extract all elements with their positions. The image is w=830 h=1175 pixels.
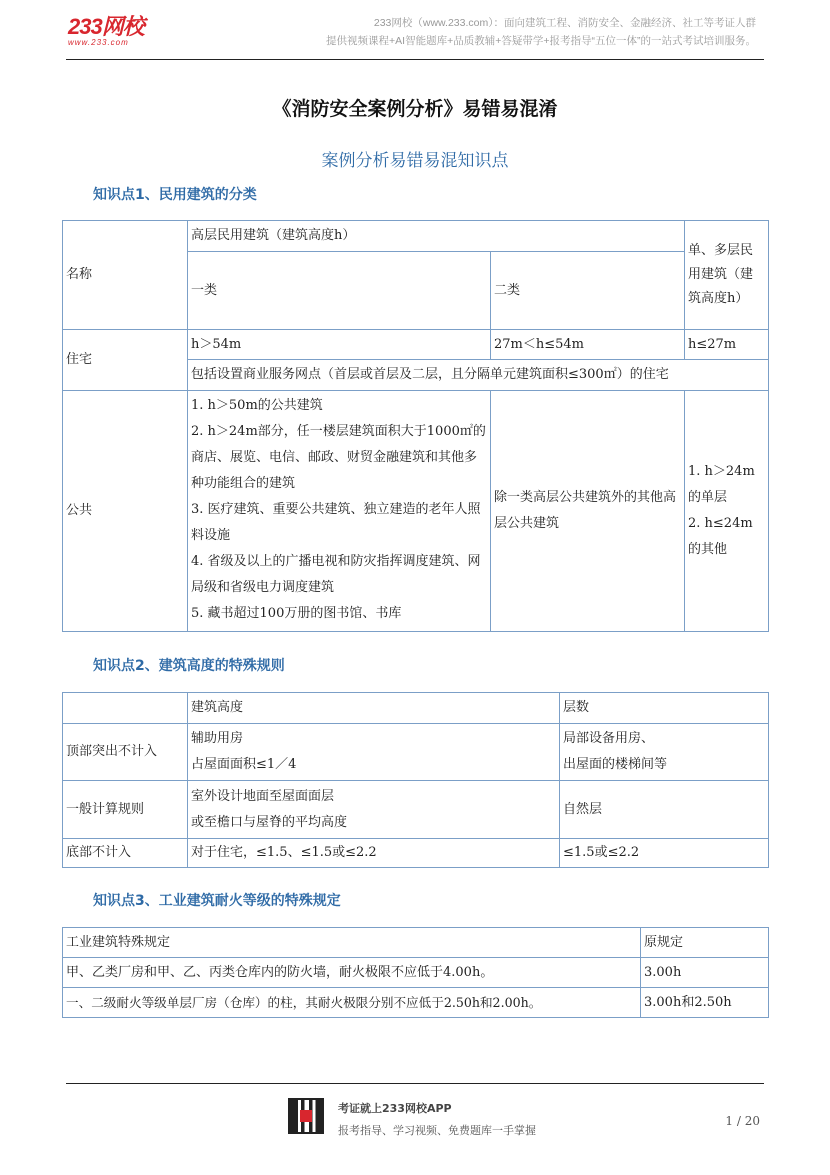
height-cell (188, 839, 560, 868)
floors-cell (560, 781, 769, 839)
public-class-2: 除一类高层公共建筑外的其他高层公共建筑 (491, 391, 685, 632)
rule-header: 工业建筑特殊规定 (63, 928, 641, 958)
floors-cell (560, 839, 769, 868)
section-3-heading: 知识点3、工业建筑耐火等级的特殊规定 (93, 893, 341, 909)
building-classification-table (62, 220, 769, 632)
high-rise-header: 高层民用建筑（建筑高度h） (188, 221, 685, 252)
empty-header-cell (63, 693, 188, 724)
building-height-table (62, 692, 769, 868)
height-header: 建筑高度 (188, 693, 560, 724)
row-label: 底部不计入 (63, 839, 188, 868)
residential-class-2: 27m＜h≤54m (491, 330, 685, 360)
public-class-1 (188, 391, 491, 632)
slogan-line-2: 提供视频课程+AI智能题库+品质教辅+答疑带学+报考指导“五位一体”的一站式考试培训服务。 (326, 35, 756, 47)
public-class-1-item: 2. h＞24m部分，任一楼层建筑面积大于1000㎡的商店、展览、电信、邮政、财贸金融建筑和其他多种功能组合的建筑 (191, 424, 486, 491)
document-title: 《消防安全案例分析》易错易混淆 (272, 98, 558, 120)
row-label: 一般计算规则 (63, 781, 188, 839)
public-low-rise-item: 2. h≤24m的其他 (688, 516, 753, 557)
brand-logo[interactable] (68, 10, 144, 47)
floors-cell (560, 724, 769, 781)
residential-label: 住宅 (63, 330, 188, 391)
height-cell (188, 781, 560, 839)
floors-line: 局部设备用房、 (563, 731, 655, 746)
public-low-rise-item: 1. h＞24m的单层 (688, 464, 755, 505)
height-line: 占屋面面积≤1／4 (191, 757, 297, 772)
original-cell: 3.00h和2.50h (641, 988, 769, 1018)
name-header: 名称 (63, 221, 188, 330)
app-promo-subtitle: 报考指导、学习视频、免费题库一手掌握 (338, 1124, 536, 1137)
document-subtitle: 案例分析易错易混知识点 (321, 151, 509, 171)
qr-code-icon[interactable] (288, 1098, 324, 1134)
app-promo-title: 考证就上233网校APP (338, 1102, 452, 1115)
public-label: 公共 (63, 391, 188, 632)
height-line: 辅助用房 (191, 731, 244, 746)
height-cell (188, 724, 560, 781)
height-line: 对于住宅，≤1.5、≤1.5或≤2.2 (191, 845, 377, 860)
section-2-heading: 知识点2、建筑高度的特殊规则 (93, 658, 285, 674)
public-class-1-item: 5. 藏书超过100万册的图书馆、书库 (191, 606, 402, 621)
public-class-1-item: 1. h＞50m的公共建筑 (191, 398, 323, 413)
public-class-1-item: 4. 省级及以上的广播电视和防灾指挥调度建筑、网局级和省级电力调度建筑 (191, 554, 481, 595)
residential-class-1: h＞54m (188, 330, 491, 360)
section-1-heading: 知识点1、民用建筑的分类 (93, 187, 257, 203)
residential-low-rise: h≤27m (685, 330, 769, 360)
row-label: 顶部突出不计入 (63, 724, 188, 781)
rule-cell: 甲、乙类厂房和甲、乙、丙类仓库内的防火墙，耐火极限不应低于4.00h。 (63, 958, 641, 988)
industrial-fire-rating-table (62, 927, 769, 1018)
rule-cell: 一、二级耐火等级单层厂房（仓库）的柱，其耐火极限分别不应低于2.50h和2.00h。 (63, 988, 641, 1018)
class-1-header: 一类 (188, 252, 491, 330)
floors-line: ≤1.5或≤2.2 (563, 845, 640, 860)
header-slogan (326, 14, 756, 50)
original-header: 原规定 (641, 928, 769, 958)
floors-line: 出屋面的楼梯间等 (563, 757, 668, 772)
page-footer (66, 1083, 764, 1153)
logo-url: www.233.com (68, 38, 129, 47)
public-low-rise (685, 391, 769, 632)
logo-text: 233网校 (68, 14, 144, 39)
floors-line: 自然层 (563, 801, 603, 817)
page-number: 1 / 20 (725, 1114, 760, 1128)
height-line: 或至檐口与屋脊的平均高度 (191, 814, 348, 830)
residential-note: 包括设置商业服务网点（首层或首层及二层，且分隔单元建筑面积≤300㎡）的住宅 (188, 360, 769, 391)
height-line: 室外设计地面至屋面面层 (191, 788, 335, 804)
floors-header: 层数 (560, 693, 769, 724)
class-2-header: 二类 (491, 252, 685, 330)
low-rise-header: 单、多层民用建筑（建筑高度h） (685, 221, 769, 330)
public-class-1-item: 3. 医疗建筑、重要公共建筑、独立建造的老年人照料设施 (191, 502, 481, 543)
original-cell: 3.00h (641, 958, 769, 988)
page-header (66, 8, 764, 60)
slogan-line-1: 233网校（www.233.com）：面向建筑工程、消防安全、金融经济、社工等考证人群 (373, 17, 756, 29)
